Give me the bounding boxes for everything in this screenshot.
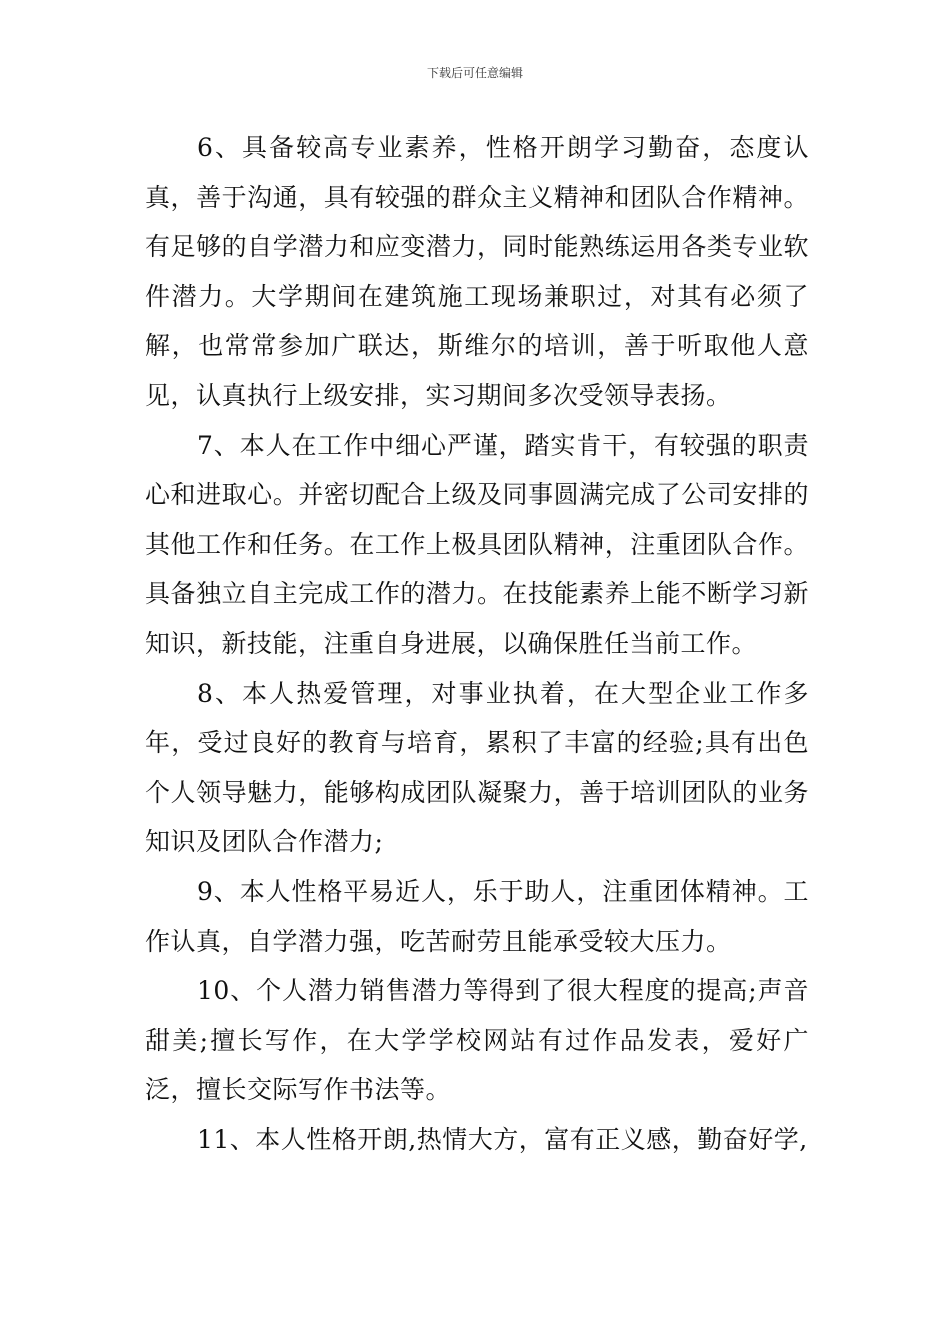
paragraph-8: 8、本人热爱管理，对事业执着，在大型企业工作多年，受过良好的教育与培育，累积了丰富的经验;具有出色个人领导魅力，能够构成团队凝聚力，善于培训团队的业务知识及团队合作潜力; [145, 678, 809, 857]
paragraph-7: 7、本人在工作中细心严谨，踏实肯干，有较强的职责心和进取心。并密切配合上级及同事圆满完成了公司安排的其他工作和任务。在工作上极具团队精神，注重团队合作。具备独立自主完成工作的潜力。在技能素养上能不断学习新知识，新技能，注重自身进展，以确保胜任当前工作。 [145, 430, 809, 658]
paragraph-10: 10、个人潜力销售潜力等得到了很大程度的提高;声音甜美;擅长写作，在大学学校网站有过作品发表，爱好广泛，擅长交际写作书法等。 [145, 976, 809, 1105]
paragraph-11: 11、本人性格开朗,热情大方，富有正义感，勤奋好学, [197, 1124, 808, 1154]
document-body [145, 123, 809, 1164]
paragraph-6: 6、具备较高专业素养，性格开朗学习勤奋，态度认真，善于沟通，具有较强的群众主义精神和团队合作精神。有足够的自学潜力和应变潜力，同时能熟练运用各类专业软件潜力。大学期间在建筑施工现场兼职过，对其有必须了解，也常常参加广联达，斯维尔的培训，善于听取他人意见，认真执行上级安排，实习期间多次受领导表扬。 [145, 133, 809, 410]
page-header: 下载后可任意编辑 [426, 66, 523, 80]
paragraph-9: 9、本人性格平易近人，乐于助人，注重团体精神。工作认真，自学潜力强，吃苦耐劳且能承受较大压力。 [145, 876, 809, 956]
